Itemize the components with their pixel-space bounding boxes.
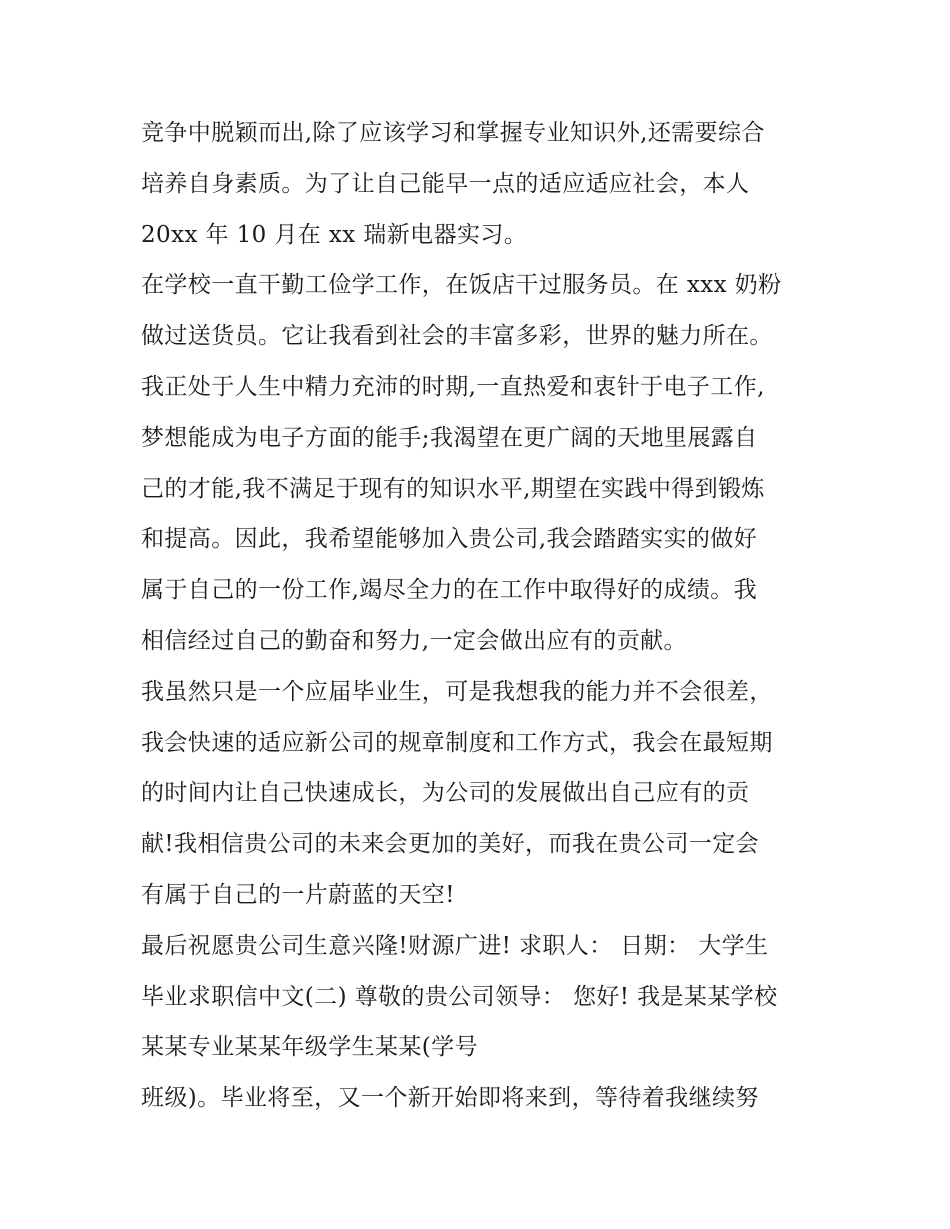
text-line: 和提高。因此，我希望能够加入贵公司,我会踏踏实实的做好 <box>141 526 758 553</box>
text-line: 的时间内让自己快速成长，为公司的发展做出自己应有的贡 <box>141 780 750 807</box>
text-line: 梦想能成为电子方面的能手;我渴望在更广阔的天地里展露自 <box>141 424 758 451</box>
text-line: 我虽然只是一个应届毕业生，可是我想我的能力并不会很差， <box>141 678 773 705</box>
text-line: 最后祝愿贵公司生意兴隆!财源广进! 求职人： 日期： 大学生 <box>141 932 769 959</box>
text-line: 班级)。毕业将至，又一个新开始即将来到，等待着我继续努 <box>141 1085 759 1112</box>
text-line: 竞争中脱颖而出,除了应该学习和掌握专业知识外,还需要综合 <box>141 120 765 146</box>
text-line: 有属于自己的一片蔚蓝的天空! <box>141 881 455 908</box>
text-line: 在学校一直干勤工俭学工作，在饭店干过服务员。在 xxx 奶粉 <box>141 272 782 299</box>
text-line: 相信经过自己的勤奋和努力,一定会做出应有的贡献。 <box>141 627 687 654</box>
text-line: 培养自身素质。为了让自己能早一点的适应适应社会，本人 <box>141 170 750 197</box>
text-line: 某某专业某某年级学生某某(学号 <box>141 1034 478 1061</box>
text-line: 毕业求职信中文(二) 尊敬的贵公司领导： 您好! 我是某某学校 <box>141 983 778 1010</box>
text-line: 献!我相信贵公司的未来会更加的美好，而我在贵公司一定会 <box>141 831 760 858</box>
text-line: 20xx 年 10 月在 xx 瑞新电器实习。 <box>141 221 528 248</box>
text-line: 我正处于人生中精力充沛的时期,一直热爱和衷针于电子工作, <box>141 373 765 400</box>
text-line: 我会快速的适应新公司的规章制度和工作方式，我会在最短期 <box>141 729 773 756</box>
text-line: 己的才能,我不满足于现有的知识水平,期望在实践中得到锻炼 <box>141 475 765 502</box>
text-line: 做过送货员。它让我看到社会的丰富多彩，世界的魅力所在。 <box>141 323 773 350</box>
text-line: 属于自己的一份工作,竭尽全力的在工作中取得好的成绩。我 <box>141 577 758 604</box>
body-text <box>141 108 841 1124</box>
